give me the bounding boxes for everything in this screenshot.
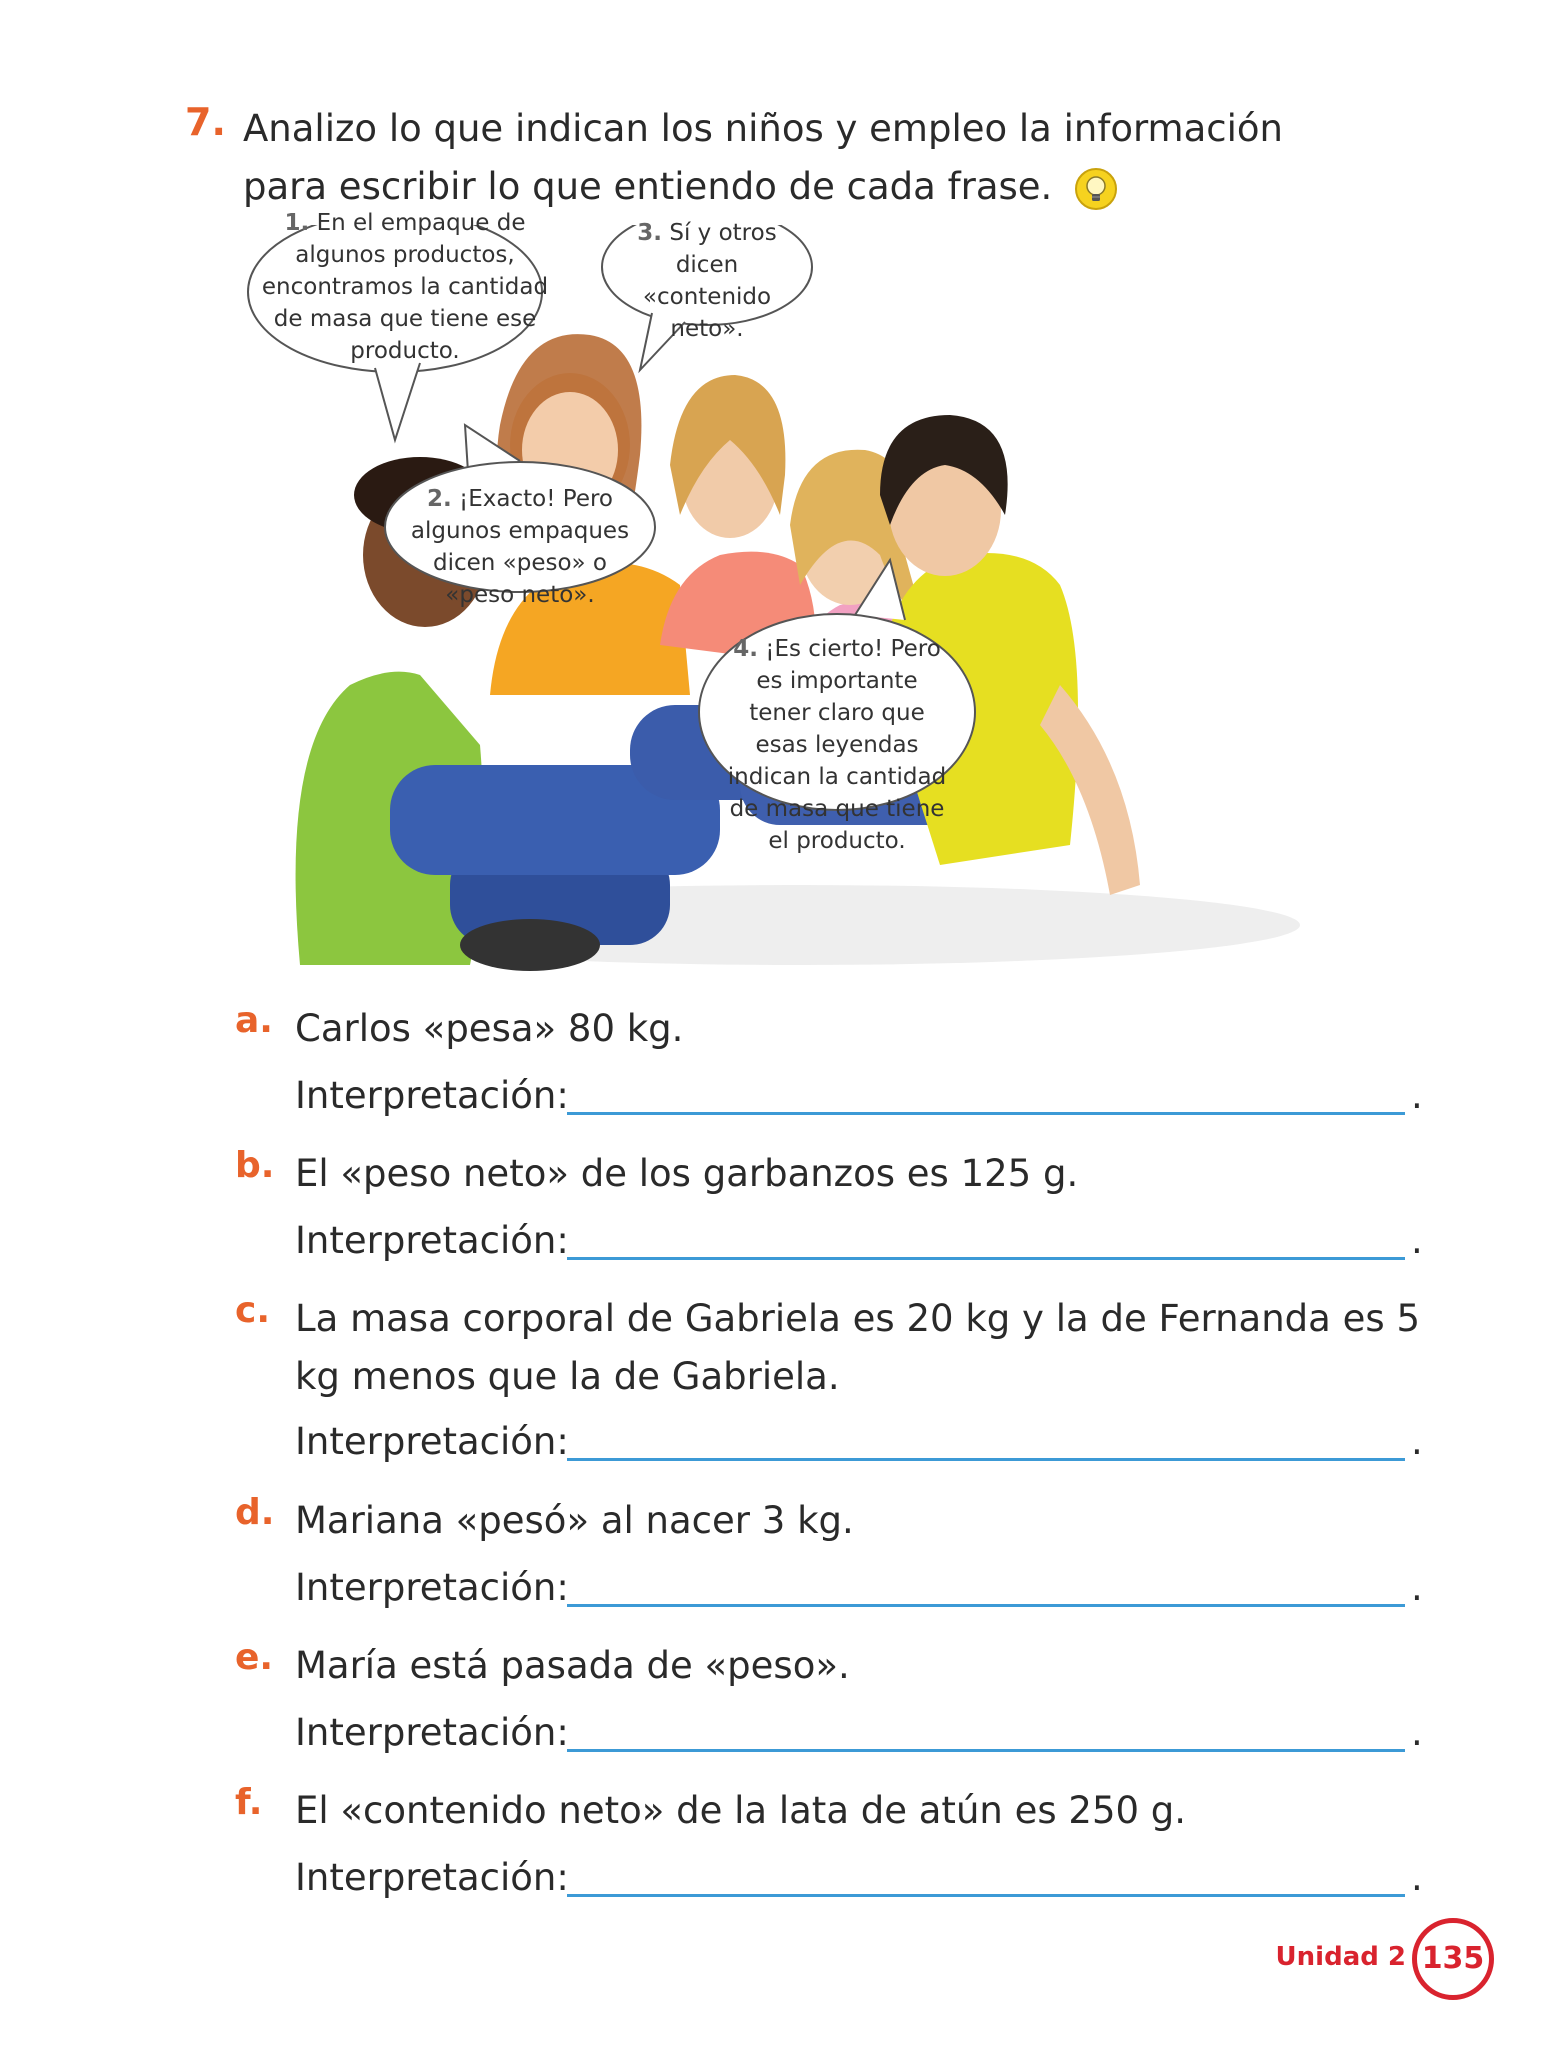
item-statement: María está pasada de «peso». [295,1644,850,1687]
interpretation-label: Interpretación: [295,1420,569,1463]
bubble-text: ¡Es cierto! Pero es importante tener claro que esas leyendas indican la cantidad de masa que tiene el producto. [727,636,947,854]
bubble-text: Sí y otros dicen «contenido neto». [642,220,777,342]
bubble-text: En el empaque de algunos productos, encontramos la cantidad de masa que tiene ese producto. [261,210,549,364]
children-illustration [240,210,1360,1005]
instruction-text: Analizo lo que indican los niños y empleo la información para escribir lo que entiendo de cada frase. [243,107,1283,208]
interpretation-label: Interpretación: [295,1074,569,1117]
interpretation-row [295,1711,1423,1761]
bubble-number: 3. [637,220,663,246]
page-number: 135 [1412,1918,1494,2000]
item-letter: d. [235,1492,275,1533]
line-end-dot: . [1411,1219,1423,1262]
answer-line-a[interactable] [567,1112,1405,1115]
interpretation-label: Interpretación: [295,1711,569,1754]
page-footer [1234,1918,1494,1998]
answer-line-b[interactable] [567,1257,1405,1260]
speech-bubble-2 [410,483,630,611]
interpretation-label: Interpretación: [295,1566,569,1609]
item-statement: La masa corporal de Gabriela es 20 kg y la de Fernanda es 5 kg menos que la de Gabriela. [295,1297,1420,1398]
line-end-dot: . [1411,1856,1423,1899]
item-statement: Carlos «pesa» 80 kg. [295,1007,684,1050]
speech-bubble-1 [260,207,550,367]
interpretation-row [295,1074,1423,1124]
interpretation-label: Interpretación: [295,1219,569,1262]
speech-bubble-3 [622,217,792,345]
bubble-number: 2. [426,486,452,512]
line-end-dot: . [1411,1711,1423,1754]
exercise-instruction [243,100,1363,216]
item-statement: El «peso neto» de los garbanzos es 125 g. [295,1152,1079,1195]
answer-line-c[interactable] [567,1458,1405,1461]
item-letter: a. [235,1000,273,1041]
interpretation-row [295,1856,1423,1906]
interpretation-row [295,1566,1423,1616]
answer-line-f[interactable] [567,1894,1405,1897]
answer-line-d[interactable] [567,1604,1405,1607]
exercise-number: 7. [185,100,226,144]
item-letter: f. [235,1782,263,1823]
item-letter: b. [235,1145,275,1186]
interpretation-row [295,1420,1423,1470]
bubble-number: 1. [284,210,310,236]
interpretation-label: Interpretación: [295,1856,569,1899]
item-statement: El «contenido neto» de la lata de atún es 250 g. [295,1789,1187,1832]
line-end-dot: . [1411,1566,1423,1609]
unit-label: Unidad 2 [1275,1942,1406,1972]
item-letter: c. [235,1290,271,1331]
bubble-text: ¡Exacto! Pero algunos empaques dicen «peso» o «peso neto». [410,486,630,608]
line-end-dot: . [1411,1420,1423,1463]
speech-bubble-4 [727,633,947,857]
item-letter: e. [235,1637,274,1678]
interpretation-row [295,1219,1423,1269]
lightbulb-icon [1074,167,1118,211]
line-end-dot: . [1411,1074,1423,1117]
answer-line-e[interactable] [567,1749,1405,1752]
item-statement: Mariana «pesó» al nacer 3 kg. [295,1499,854,1542]
bubble-number: 4. [733,636,758,662]
